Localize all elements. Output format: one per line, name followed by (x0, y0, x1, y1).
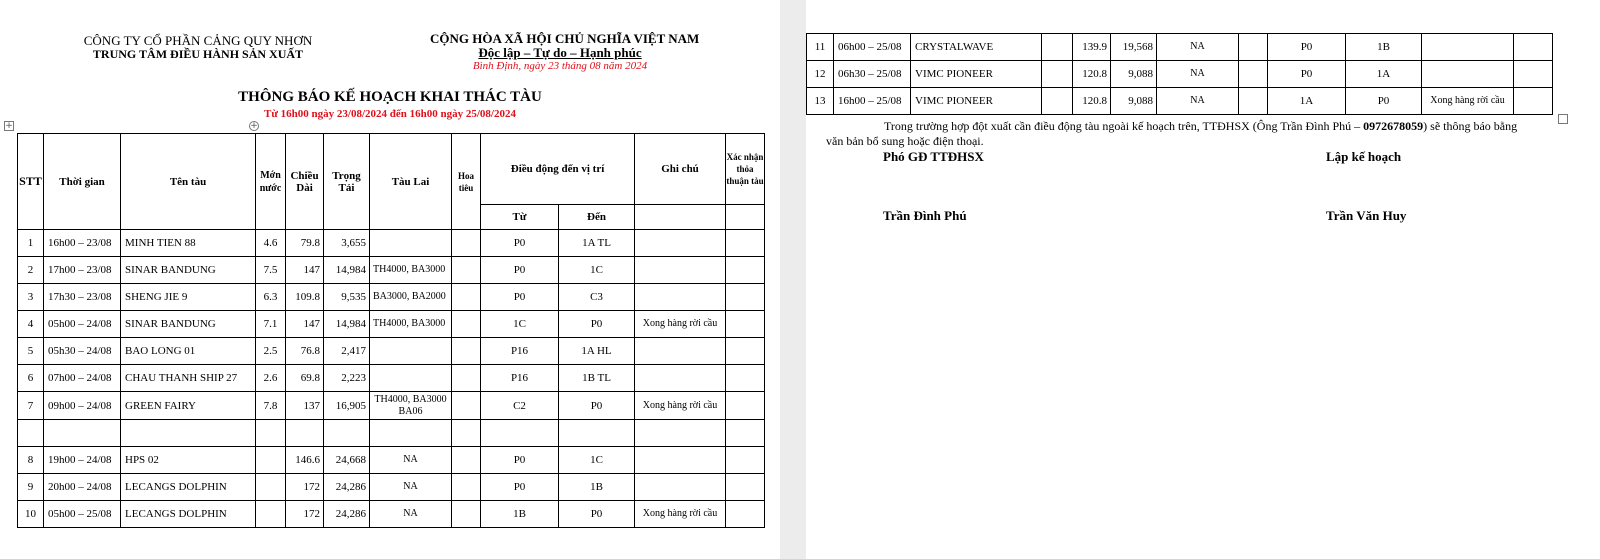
cell-to: 1C (559, 257, 635, 284)
right-signer-name: Trần Văn Huy (1326, 208, 1407, 223)
cell-tonnage: 9,088 (1111, 88, 1157, 115)
cell-tonnage: 14,984 (324, 311, 370, 338)
table-row (18, 365, 765, 392)
cell-confirm (726, 392, 765, 420)
cell-time: 09h00 – 24/08 (44, 392, 121, 420)
cell-ship: SINAR BANDUNG (121, 311, 256, 338)
cell-confirm (726, 338, 765, 365)
cell-note: Xong hàng rời cầu (635, 392, 726, 420)
cell-length: 137 (286, 392, 324, 420)
table-row (807, 88, 1553, 115)
cell-time: 06h30 – 25/08 (834, 61, 911, 88)
cell-time: 17h00 – 23/08 (44, 257, 121, 284)
col-tug: Tàu Lai (370, 134, 452, 230)
cell-from: P0 (481, 257, 559, 284)
cell-to: 1A HL (559, 338, 635, 365)
cell-length: 120.8 (1073, 61, 1111, 88)
table-move-handle-icon[interactable]: + (5, 121, 13, 131)
cell-tonnage: 14,984 (324, 257, 370, 284)
cell-tug: BA3000, BA2000 (370, 284, 452, 311)
cell-stt: 9 (18, 474, 44, 501)
footer-note: Trong trường hợp đột xuất cần điều động tàu ngoài kế hoạch trên, TTĐHSX (Ông Trần Đình Phú – 0972678059) sẽ thông báo bằng văn bản bổ sung hoặc điện thoại. (826, 119, 1518, 148)
cell-time: 20h00 – 24/08 (44, 474, 121, 501)
cell-length: 147 (286, 311, 324, 338)
cell-draft: 2.6 (256, 365, 286, 392)
cell-time: 07h00 – 24/08 (44, 365, 121, 392)
cell-ship: CRYSTALWAVE (911, 34, 1042, 61)
cell-note (635, 338, 726, 365)
col-move: Điều động đến vị trí (481, 134, 635, 205)
cell-draft: 4.6 (256, 230, 286, 257)
cell-confirm (726, 447, 765, 474)
cell-tonnage: 9,535 (324, 284, 370, 311)
cell-to: P0 (1346, 88, 1422, 115)
cell-tug: NA (1157, 88, 1239, 115)
col-ship: Tên tàu (121, 134, 256, 230)
col-to: Đến (559, 205, 635, 230)
ship-schedule-table-continued (806, 33, 1553, 115)
cell-pilot (1239, 34, 1268, 61)
cell-tug (370, 392, 452, 420)
contact-phone: 0972678059 (1363, 119, 1424, 133)
cell-confirm (726, 284, 765, 311)
cell-stt: 12 (807, 61, 834, 88)
table-row (807, 34, 1553, 61)
cell-length: 79.8 (286, 230, 324, 257)
cell-length: 120.8 (1073, 88, 1111, 115)
cell-ship: LECANGS DOLPHIN (121, 474, 256, 501)
cell-ship: VIMC PIONEER (911, 88, 1042, 115)
cell-tug: NA (1157, 34, 1239, 61)
cell-to: C3 (559, 284, 635, 311)
cell-time: 05h00 – 24/08 (44, 311, 121, 338)
cell-draft: 7.5 (256, 257, 286, 284)
cell-confirm (726, 501, 765, 528)
cell-from: P0 (481, 474, 559, 501)
cell-draft (256, 447, 286, 474)
cell-ship: CHAU THANH SHIP 27 (121, 365, 256, 392)
cell-draft: 6.3 (256, 284, 286, 311)
cell-stt: 11 (807, 34, 834, 61)
col-tonnage: Trọng Tải (324, 134, 370, 230)
cell-stt: 5 (18, 338, 44, 365)
cell-stt: 1 (18, 230, 44, 257)
cell-confirm (726, 365, 765, 392)
cell-pilot (1239, 88, 1268, 115)
cell-note (635, 447, 726, 474)
cell-length: 172 (286, 501, 324, 528)
cell-time: 16h00 – 23/08 (44, 230, 121, 257)
cell-tug (370, 230, 452, 257)
cell-stt: 4 (18, 311, 44, 338)
cell-draft (256, 474, 286, 501)
cell-to: P0 (559, 501, 635, 528)
cell-note (635, 284, 726, 311)
cell-from: 1C (481, 311, 559, 338)
left-signer-role: Phó GĐ TTĐHSX (883, 149, 984, 164)
document-subtitle: Từ 16h00 ngày 23/08/2024 đến 16h00 ngày 25/08/2024 (263, 108, 516, 120)
cell-confirm (1514, 88, 1553, 115)
cell-ship: LECANGS DOLPHIN (121, 501, 256, 528)
cell-ship: MINH TIEN 88 (121, 230, 256, 257)
cell-tug: NA (370, 447, 452, 474)
cell-tonnage: 24,668 (324, 447, 370, 474)
cell-to: 1B (1346, 34, 1422, 61)
cell-ship: GREEN FAIRY (121, 392, 256, 420)
cell-confirm (1514, 34, 1553, 61)
cell-tonnage: 24,286 (324, 501, 370, 528)
cell-stt: 13 (807, 88, 834, 115)
cell-draft (256, 501, 286, 528)
cell-note (635, 230, 726, 257)
cell-from: P0 (481, 230, 559, 257)
cell-confirm (1514, 61, 1553, 88)
cell-from: P0 (1268, 34, 1346, 61)
cell-stt: 6 (18, 365, 44, 392)
table-row (18, 257, 765, 284)
cell-note (1422, 34, 1514, 61)
cell-pilot (452, 284, 481, 311)
cell-time: 05h00 – 25/08 (44, 501, 121, 528)
col-draft: Mớn nước (256, 134, 286, 230)
cell-pilot (452, 230, 481, 257)
date-place: Bình Định, ngày 23 tháng 08 năm 2024 (472, 60, 648, 72)
cell-time: 16h00 – 25/08 (834, 88, 911, 115)
table-row (18, 230, 765, 257)
table-resize-handle-icon[interactable] (1558, 114, 1568, 124)
cell-pilot (452, 501, 481, 528)
cell-pilot (452, 447, 481, 474)
cell-note: Xong hàng rời cầu (635, 311, 726, 338)
cell-pilot (452, 257, 481, 284)
cell-from: P0 (481, 447, 559, 474)
table-row (18, 392, 765, 420)
cell-from: P16 (481, 338, 559, 365)
cell-draft: 7.1 (256, 311, 286, 338)
cell-pilot (452, 392, 481, 420)
cell-tonnage: 24,286 (324, 474, 370, 501)
col-from: Từ (481, 205, 559, 230)
republic-title: CỘNG HÒA XÃ HỘI CHỦ NGHĨA VIỆT NAM (430, 31, 700, 46)
cell-time: 19h00 – 24/08 (44, 447, 121, 474)
cell-tonnage: 3,655 (324, 230, 370, 257)
cell-confirm (726, 311, 765, 338)
right-signer-role: Lập kế hoạch (1326, 149, 1402, 164)
cell-stt: 7 (18, 392, 44, 420)
col-time: Thời gian (44, 134, 121, 230)
cell-tonnage: 16,905 (324, 392, 370, 420)
cell-length: 146.6 (286, 447, 324, 474)
document-page-1 (0, 0, 780, 559)
cell-note (635, 257, 726, 284)
cell-draft (1042, 61, 1073, 88)
col-stt: STT (18, 134, 44, 230)
motto: Độc lập – Tự do – Hạnh phúc (478, 45, 642, 60)
cell-to: 1B (559, 474, 635, 501)
cell-length: 139.9 (1073, 34, 1111, 61)
cell-to: P0 (559, 392, 635, 420)
cell-tug: NA (370, 474, 452, 501)
cell-from: 1A (1268, 88, 1346, 115)
cell-length: 76.8 (286, 338, 324, 365)
document-page-2 (806, 0, 1600, 559)
cell-from: P0 (1268, 61, 1346, 88)
table-row (18, 447, 765, 474)
cell-to: 1A (1346, 61, 1422, 88)
cell-tug: NA (1157, 61, 1239, 88)
cell-ship: VIMC PIONEER (911, 61, 1042, 88)
col-pilot: Hoa tiêu (452, 134, 481, 230)
cell-tug (370, 365, 452, 392)
col-note: Ghi chú (635, 134, 726, 205)
cell-tonnage: 19,568 (1111, 34, 1157, 61)
cell-to: P0 (559, 311, 635, 338)
cell-stt: 8 (18, 447, 44, 474)
col-confirm: Xác nhận thỏa thuận tàu (726, 134, 765, 205)
cell-tug (370, 338, 452, 365)
cell-tug: TH4000, BA3000 (370, 311, 452, 338)
tug-line-2: BA06 (398, 405, 423, 417)
table-row (18, 284, 765, 311)
cell-ship: HPS 02 (121, 447, 256, 474)
cell-to: 1C (559, 447, 635, 474)
cell-stt: 3 (18, 284, 44, 311)
cell-pilot (452, 311, 481, 338)
cell-time: 17h30 – 23/08 (44, 284, 121, 311)
cell-time: 06h00 – 25/08 (834, 34, 911, 61)
cell-confirm (726, 230, 765, 257)
cell-length: 109.8 (286, 284, 324, 311)
cell-pilot (452, 338, 481, 365)
center-name: TRUNG TÂM ĐIỀU HÀNH SẢN XUẤT (92, 47, 304, 61)
cell-note (1422, 61, 1514, 88)
cell-confirm (726, 257, 765, 284)
cell-tonnage: 2,417 (324, 338, 370, 365)
cell-ship: SHENG JIE 9 (121, 284, 256, 311)
table-row (18, 501, 765, 528)
table-row (18, 338, 765, 365)
cell-time: 05h30 – 24/08 (44, 338, 121, 365)
cell-note: Xong hàng rời cầu (1422, 88, 1514, 115)
table-row (18, 474, 765, 501)
table-row (807, 61, 1553, 88)
tug-line-1: TH4000, BA3000 (374, 393, 447, 405)
cell-note (635, 365, 726, 392)
cell-length: 69.8 (286, 365, 324, 392)
cell-note (635, 474, 726, 501)
cell-draft: 7.8 (256, 392, 286, 420)
cell-from: 1B (481, 501, 559, 528)
cell-length: 147 (286, 257, 324, 284)
table-row (18, 311, 765, 338)
cell-draft (1042, 34, 1073, 61)
cell-tug: TH4000, BA3000 (370, 257, 452, 284)
cell-from: P0 (481, 284, 559, 311)
cell-stt: 2 (18, 257, 44, 284)
cell-confirm (726, 474, 765, 501)
col-length: Chiều Dài (286, 134, 324, 230)
cell-ship: SINAR BANDUNG (121, 257, 256, 284)
cell-tonnage: 2,223 (324, 365, 370, 392)
company-name: CÔNG TY CỔ PHẦN CẢNG QUY NHƠN (83, 33, 313, 48)
left-signer-name: Trần Đình Phú (883, 208, 967, 223)
cell-tonnage: 9,088 (1111, 61, 1157, 88)
ship-schedule-table (17, 133, 765, 528)
cell-ship: BAO LONG 01 (121, 338, 256, 365)
table-header-row (18, 134, 765, 205)
cell-stt: 10 (18, 501, 44, 528)
blank-row (18, 420, 765, 447)
cell-length: 172 (286, 474, 324, 501)
cell-tug: NA (370, 501, 452, 528)
cell-from: P16 (481, 365, 559, 392)
add-column-icon[interactable]: + (250, 121, 258, 131)
cell-to: 1A TL (559, 230, 635, 257)
document-title: THÔNG BÁO KẾ HOẠCH KHAI THÁC TÀU (238, 89, 542, 105)
cell-draft: 2.5 (256, 338, 286, 365)
cell-draft (1042, 88, 1073, 115)
cell-from: C2 (481, 392, 559, 420)
cell-note: Xong hàng rời cầu (635, 501, 726, 528)
cell-pilot (1239, 61, 1268, 88)
cell-to: 1B TL (559, 365, 635, 392)
cell-pilot (452, 365, 481, 392)
cell-pilot (452, 474, 481, 501)
